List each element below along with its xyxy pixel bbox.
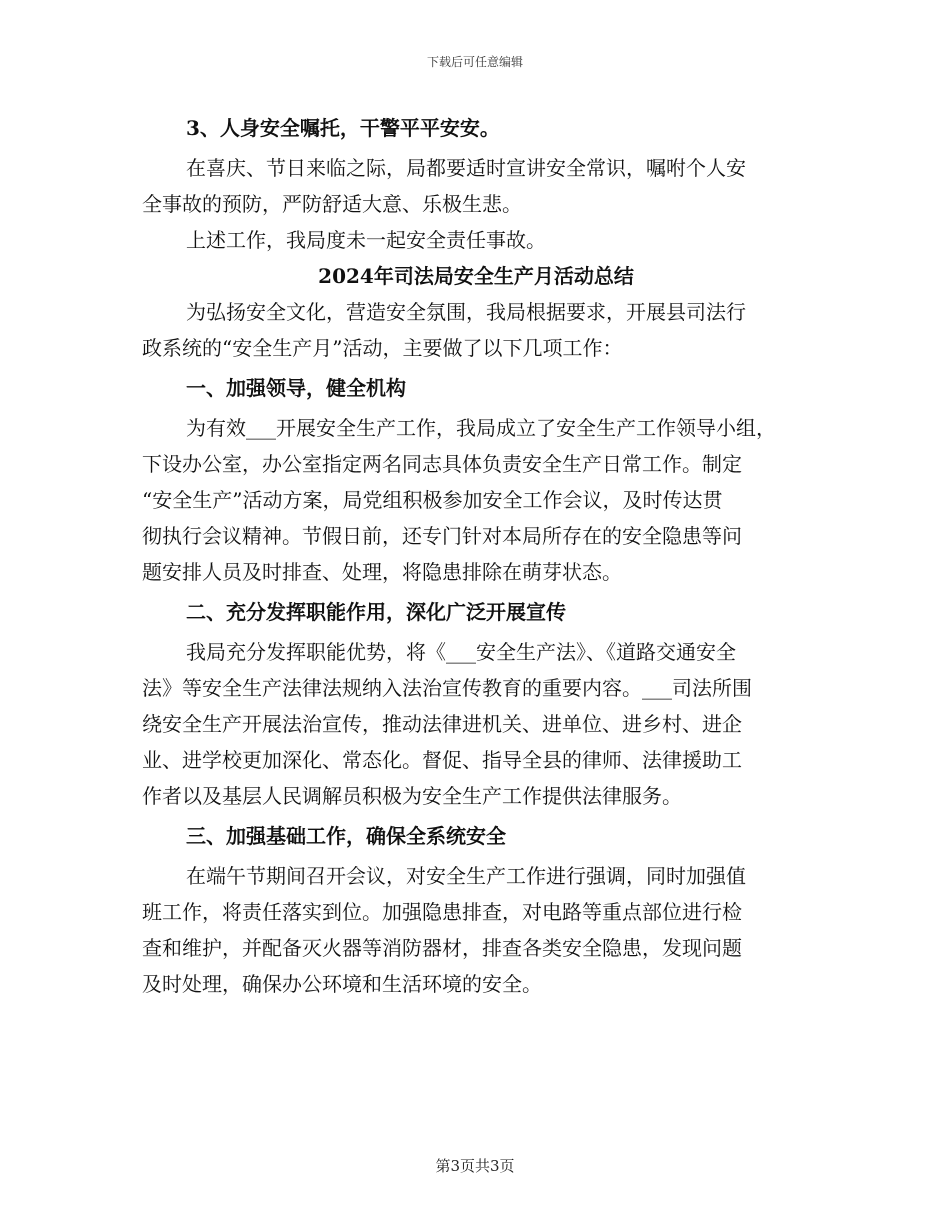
paragraph-line: 及时处理，确保办公环境和生活环境的安全。	[142, 972, 542, 996]
paragraph-line: 政系统的“安全生产月”活动，主要做了以下几项工作：	[142, 336, 623, 360]
page-footer: 第3页共3页	[435, 1157, 515, 1175]
section-heading-leadership: 一、加强领导，健全机构	[186, 376, 406, 400]
paragraph-line: 法》等安全生产法律法规纳入法治宣传教育的重要内容。___司法所围	[142, 676, 752, 700]
paragraph-line: 班工作，将责任落实到位。加强隐患排查，对电路等重点部位进行检	[142, 900, 742, 924]
paragraph-line: 绕安全生产开展法治宣传，推动法律进机关、进单位、进乡村、进企	[142, 712, 742, 736]
paragraph-line: 我局充分发挥职能优势，将《___安全生产法》、《道路交通安全	[186, 640, 736, 664]
paragraph-line: 查和维护，并配备灭火器等消防器材，排查各类安全隐患，发现问题	[142, 936, 742, 960]
page-header: 下载后可任意编辑	[426, 55, 523, 69]
document-title: 2024年司法局安全生产月活动总结	[318, 264, 634, 288]
paragraph-line: 题安排人员及时排查、处理，将隐患排除在萌芽状态。	[142, 560, 622, 584]
paragraph-line: 业、进学校更加深化、常态化。督促、指导全县的律师、法律援助工	[142, 748, 742, 772]
paragraph-line: “安全生产”活动方案，局党组积极参加安全工作会议，及时传达贯	[142, 488, 723, 512]
paragraph-line: 在端午节期间召开会议，对安全生产工作进行强调，同时加强值	[186, 864, 746, 888]
paragraph-line: 彻执行会议精神。节假日前，还专门针对本局所存在的安全隐患等问	[142, 524, 742, 548]
paragraph-line: 为弘扬安全文化，营造安全氛围，我局根据要求，开展县司法行	[186, 300, 746, 324]
section-heading-foundation: 三、加强基础工作，确保全系统安全	[186, 824, 506, 848]
paragraph-line: 为有效___开展安全生产工作，我局成立了安全生产工作领导小组，	[186, 416, 776, 440]
paragraph-line: 下设办公室，办公室指定两名同志具体负责安全生产日常工作。制定	[142, 452, 742, 476]
paragraph-line: 作者以及基层人民调解员积极为安全生产工作提供法律服务。	[142, 784, 682, 808]
paragraph-line: 在喜庆、节日来临之际，局都要适时宣讲安全常识，嘱咐个人安	[186, 156, 746, 180]
section-heading-personal-safety: 3、人身安全嘱托，干警平平安安。	[186, 116, 500, 140]
paragraph-line: 上述工作，我局度未一起安全责任事故。	[186, 228, 546, 252]
paragraph-line: 全事故的预防，严防舒适大意、乐极生悲。	[142, 192, 522, 216]
document-body	[142, 110, 810, 1002]
section-heading-publicity: 二、充分发挥职能作用，深化广泛开展宣传	[186, 600, 566, 624]
